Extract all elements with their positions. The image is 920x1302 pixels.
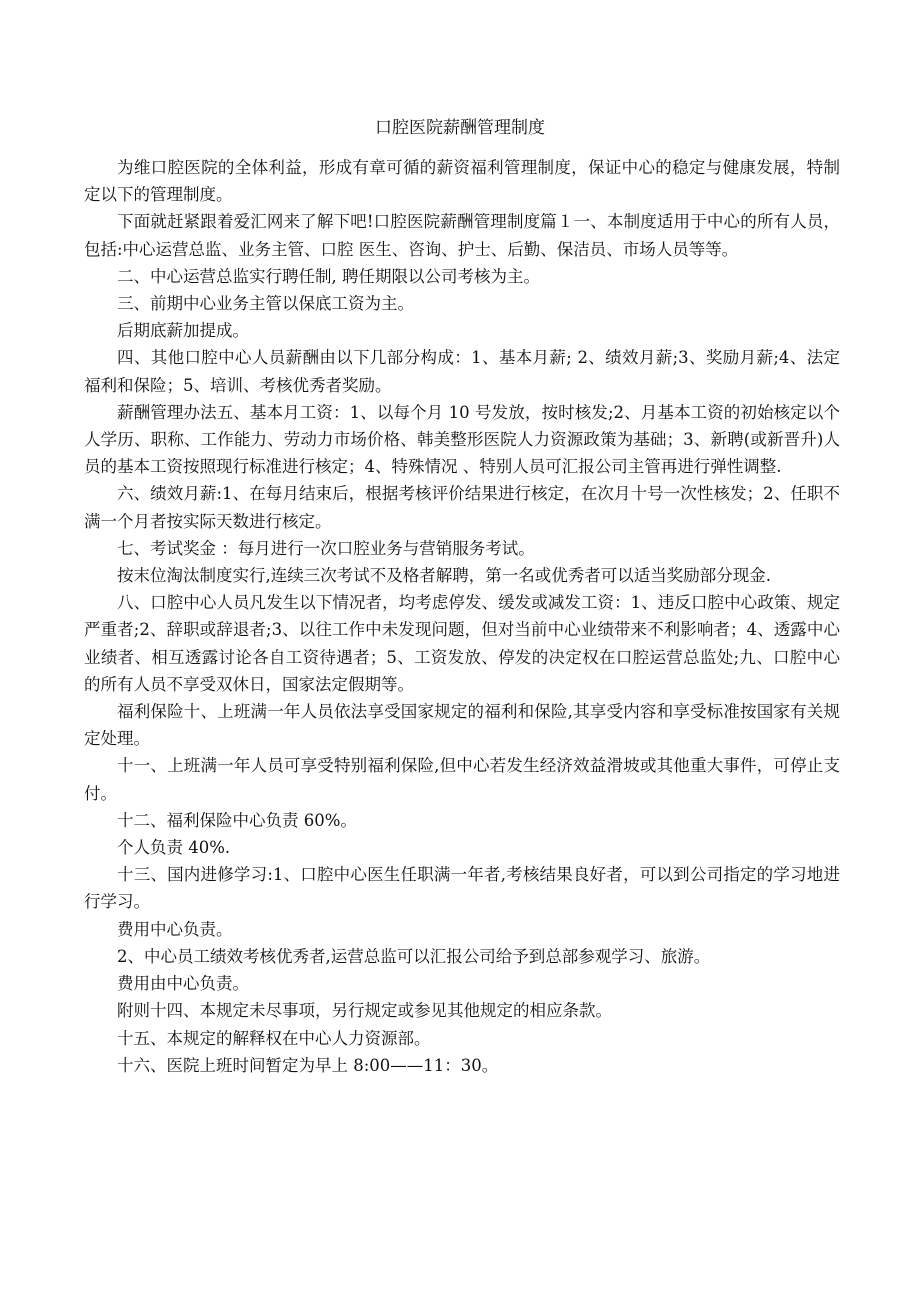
paragraph: 十二、福利保险中心负责 60%。 (117, 810, 357, 830)
paragraph: 费用中心负责。 (117, 919, 233, 939)
paragraph: 七、考试奖金 ：每月进行一次口腔业务与营销服务考试。 (117, 538, 535, 558)
paragraph: 后期底薪加提成。 (117, 321, 249, 341)
paragraph: 二、中心运营总监实行聘任制, 聘任期限以公司考核为主。 (117, 266, 540, 286)
paragraph: 六、绩效月薪:1、在每月结束后，根据考核评价结果进行核定，在次月十号一次性核发；2、任职不满一个月者按实际天数进行核定。 (84, 484, 840, 531)
paragraph: 十一、上班满一年人员可享受特别福利保险,但中心若发生经济效益滑坡或其他重大事件，可停止支付。 (84, 756, 840, 803)
paragraph: 四、其他口腔中心人员薪酬由以下几部分构成：1、基本月薪; 2、绩效月薪;3、奖励月薪;4、法定福利和保险；5、培训、考核优秀者奖励。 (84, 348, 840, 395)
paragraph: 附则十四、本规定未尽事项，另行规定或参见其他规定的相应条款。 (117, 1001, 612, 1021)
paragraph: 十三、国内进修学习:1、口腔中心医生任职满一年者,考核结果良好者，可以到公司指定的学习地进行学习。 (84, 865, 840, 912)
paragraph: 个人负责 40%. (117, 838, 231, 858)
paragraph: 十五、本规定的解释权在中心人力资源部。 (117, 1028, 431, 1048)
paragraph: 十六、医院上班时间暂定为早上 8:00——11：30。 (117, 1055, 499, 1075)
paragraph: 2、中心员工绩效考核优秀者,运营总监可以汇报公司给予到总部参观学习、旅游。 (117, 946, 711, 966)
paragraph: 薪酬管理办法五、基本月工资：1、以每个月 10 号发放，按时核发;2、月基本工资的初始核定以个人学历、职称、工作能力、劳动力市场价格、韩美整形医院人力资源政策为基础；3、新聘(或新晋升)人员的基本工资按照现行标准进行核定；4、特殊情况 、特别人员可汇报公司主管再进行弹性调整. (84, 402, 840, 477)
paragraph: 按末位淘汰制度实行,连续三次考试不及格者解聘，第一名或优秀者可以适当奖励部分现金. (117, 566, 771, 586)
paragraph: 下面就赶紧跟着爱汇网来了解下吧!口腔医院薪酬管理制度篇１一、本制度适用于中心的所有人员，包括:中心运营总监、业务主管、口腔 医生、咨询、护士、后勤、保洁员、市场人员等等。 (84, 212, 840, 259)
paragraph: 费用由中心负责。 (117, 974, 249, 994)
paragraph: 三、前期中心业务主管以保底工资为主。 (117, 294, 414, 314)
paragraph: 福利保险十、上班满一年人员依法享受国家规定的福利和保险,其享受内容和享受标准按国家有关规定处理。 (84, 702, 840, 749)
document-body (84, 154, 840, 1079)
paragraph: 八、口腔中心人员凡发生以下情况者，均考虑停发、缓发或减发工资：1、违反口腔中心政策、规定严重者;2、辞职或辞退者;3、以往工作中未发现问题，但对当前中心业绩带来不利影响者；4、透露中心业绩者、相互透露讨论各自工资待遇者；5、工资发放、停发的决定权在口腔运营总监处;九、口腔中心的所有人员不享受双休日，国家法定假期等。 (84, 593, 840, 694)
document-title: 口腔医院薪酬管理制度 (375, 118, 545, 138)
paragraph: 为维口腔医院的全体利益，形成有章可循的薪资福利管理制度，保证中心的稳定与健康发展，特制定以下的管理制度。 (84, 158, 840, 205)
